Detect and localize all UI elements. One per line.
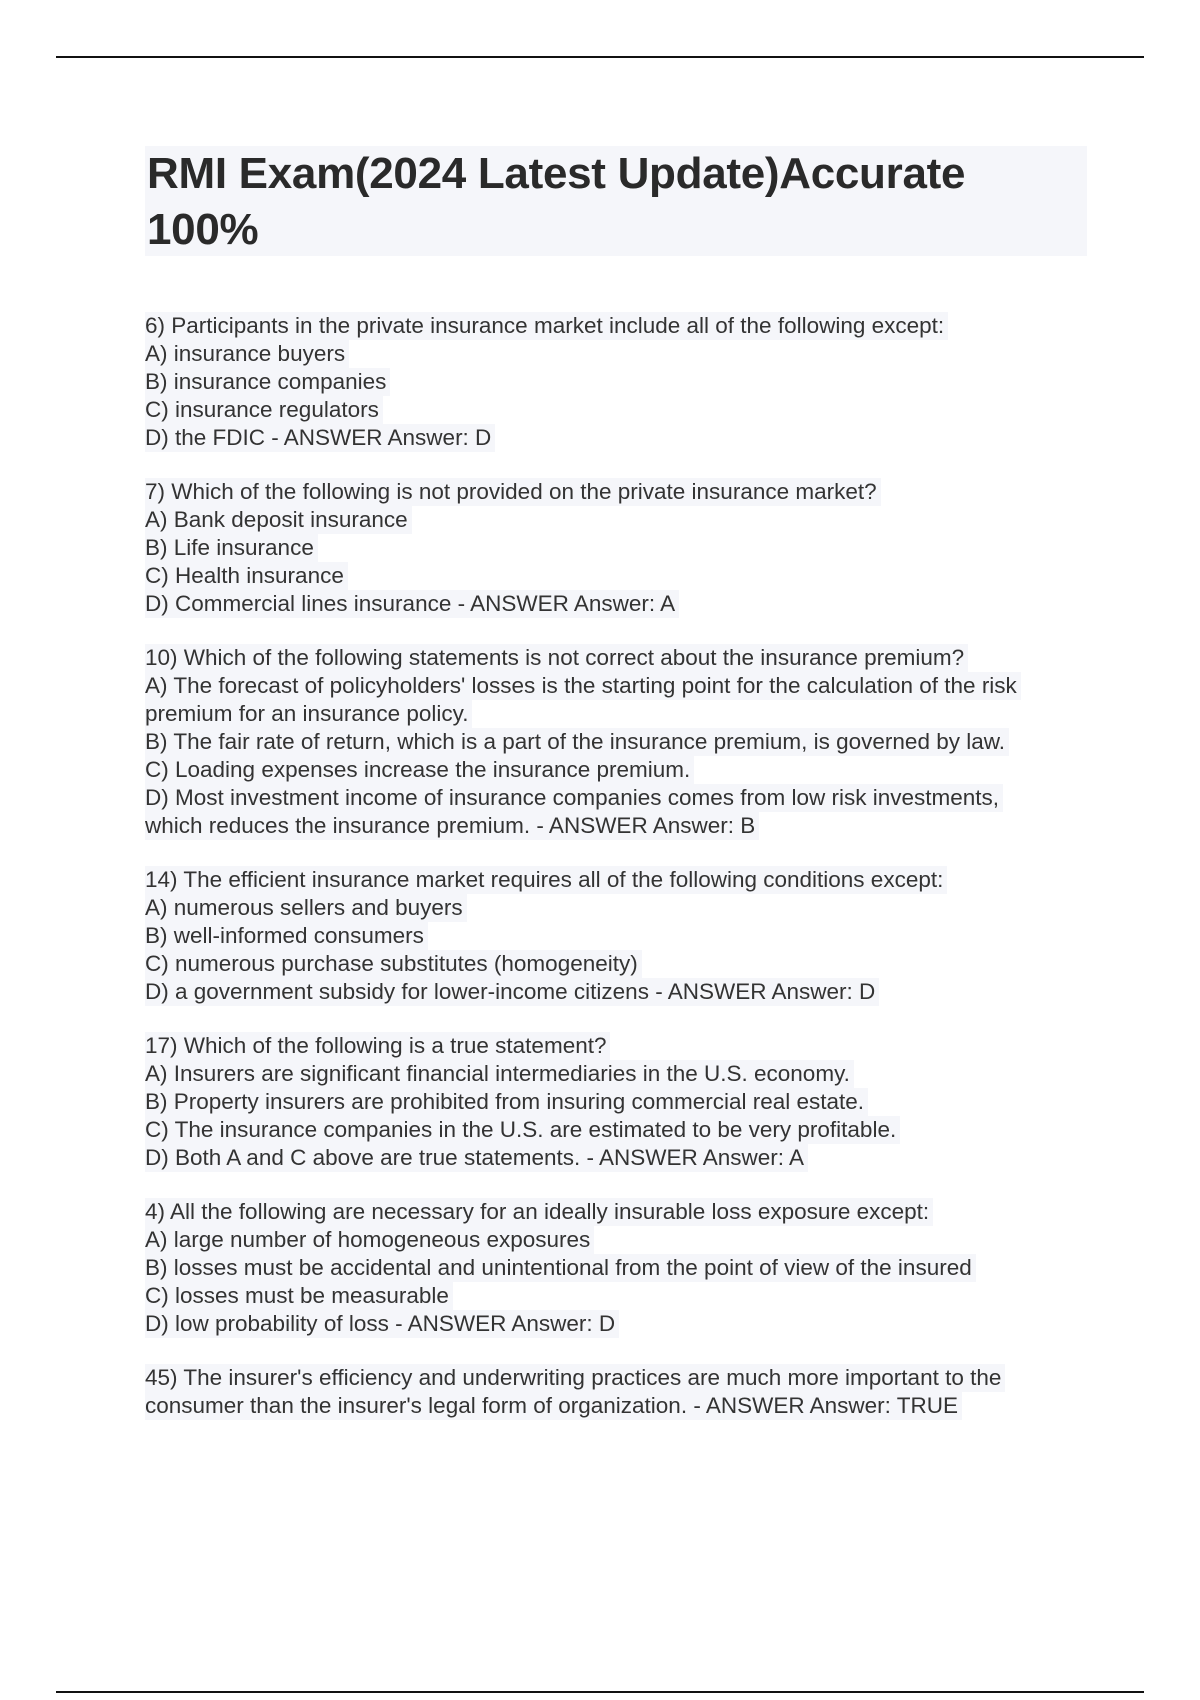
question-line: 10) Which of the following statements is not correct about the insurance premium? [145, 644, 968, 672]
option-line: B) well-informed consumers [145, 922, 428, 950]
question-14 [145, 866, 1095, 1006]
option-line: C) losses must be measurable [145, 1282, 453, 1310]
option-answer-line: D) low probability of loss - ANSWER Answer: D [145, 1310, 619, 1338]
question-45 [145, 1364, 1095, 1420]
option-line: C) The insurance companies in the U.S. are estimated to be very profitable. [145, 1116, 900, 1144]
option-line: C) numerous purchase substitutes (homogeneity) [145, 950, 642, 978]
question-line: 7) Which of the following is not provided on the private insurance market? [145, 478, 881, 506]
option-answer-line: D) Commercial lines insurance - ANSWER Answer: A [145, 590, 679, 618]
option-line: B) losses must be accidental and unintentional from the point of view of the insured [145, 1254, 976, 1282]
option-line: C) insurance regulators [145, 396, 383, 424]
option-line: B) Property insurers are prohibited from insuring commercial real estate. [145, 1088, 868, 1116]
option-answer-line: D) a government subsidy for lower-income citizens - ANSWER Answer: D [145, 978, 879, 1006]
option-line: A) numerous sellers and buyers [145, 894, 467, 922]
question-line: 4) All the following are necessary for an ideally insurable loss exposure except: [145, 1198, 933, 1226]
option-line: A) The forecast of policyholders' losses is the starting point for the calculation of the risk [145, 672, 1021, 700]
option-line: C) Health insurance [145, 562, 348, 590]
title-block [145, 146, 1087, 256]
option-answer-line: D) Both A and C above are true statements. - ANSWER Answer: A [145, 1144, 808, 1172]
option-answer-line: which reduces the insurance premium. - ANSWER Answer: B [145, 812, 759, 840]
option-answer-line: D) the FDIC - ANSWER Answer: D [145, 424, 495, 452]
title-line-2: 100% [147, 205, 259, 254]
option-line: A) large number of homogeneous exposures [145, 1226, 594, 1254]
document-title [147, 146, 1085, 258]
top-rule [56, 56, 1144, 58]
question-line: 17) Which of the following is a true statement? [145, 1032, 610, 1060]
option-line: A) Bank deposit insurance [145, 506, 412, 534]
bottom-rule [56, 1691, 1144, 1693]
option-line: B) Life insurance [145, 534, 318, 562]
question-6 [145, 312, 1095, 452]
question-answer-line: consumer than the insurer's legal form of organization. - ANSWER Answer: TRUE [145, 1392, 962, 1420]
question-line: 45) The insurer's efficiency and underwriting practices are much more important to the [145, 1364, 1005, 1392]
title-line-1: RMI Exam(2024 Latest Update)Accurate [147, 149, 966, 198]
questions-list [145, 312, 1095, 1446]
question-4 [145, 1198, 1095, 1338]
option-line: C) Loading expenses increase the insurance premium. [145, 756, 694, 784]
option-line: premium for an insurance policy. [145, 700, 472, 728]
question-line: 6) Participants in the private insurance market include all of the following except: [145, 312, 948, 340]
question-line: 14) The efficient insurance market requires all of the following conditions except: [145, 866, 947, 894]
option-line: D) Most investment income of insurance companies comes from low risk investments, [145, 784, 1003, 812]
question-17 [145, 1032, 1095, 1172]
option-line: B) insurance companies [145, 368, 390, 396]
question-10 [145, 644, 1095, 840]
option-line: A) Insurers are significant financial intermediaries in the U.S. economy. [145, 1060, 854, 1088]
question-7 [145, 478, 1095, 618]
option-line: B) The fair rate of return, which is a part of the insurance premium, is governed by law. [145, 728, 1009, 756]
option-line: A) insurance buyers [145, 340, 349, 368]
